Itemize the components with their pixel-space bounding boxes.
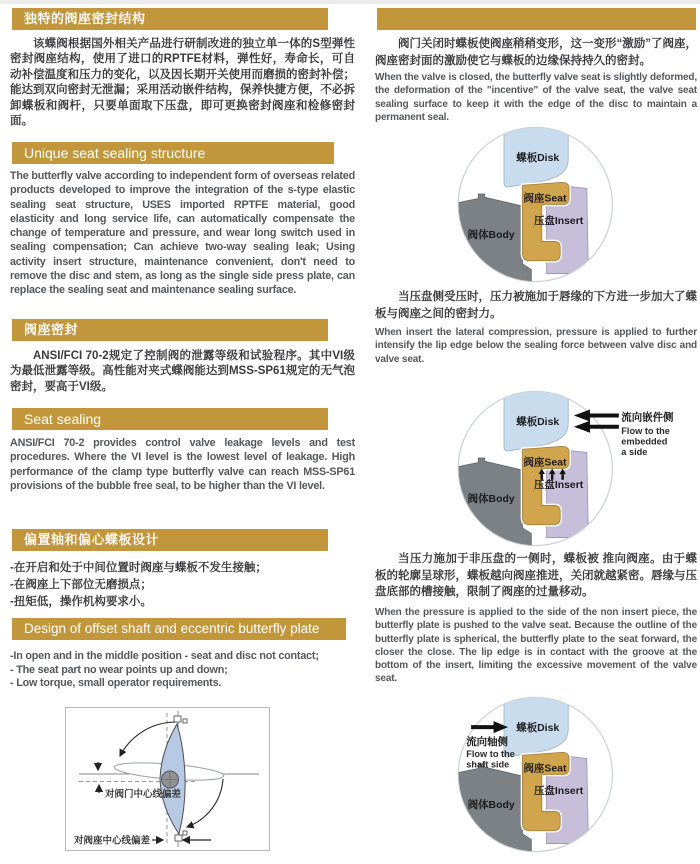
paragraph-shaft-side-zh: 当压力施加于非压盘的一侧时，蝶板被 推向阀座。由于蝶板的轮廓呈球形，蝶板越向阀座推进，关闭就越紧密。唇缘与压盘底部的槽接触，限制了阀座的过量移动。	[375, 553, 697, 599]
bullet-list-offset-en	[10, 650, 355, 691]
seat-centerline-offset-label: 对阀座中心线偏差	[74, 835, 151, 847]
section-header-unique-seat-en: Unique seat sealing structure	[12, 142, 334, 164]
flow-insert-label-zh: 流向嵌件侧	[621, 412, 674, 424]
top-pin	[174, 716, 181, 722]
paragraph-closed-seal-en: When the valve is closed, the butterfly valve seat is slightly deformed, the deformation of the "incentive" of the valve seat, the valve seat sealing surface to keep it with the edge of the disc to maintain a permanent seal.	[375, 72, 697, 123]
flow-insert-label-en1: Flow to the	[621, 425, 670, 436]
paragraph-closed-seal-zh: 阀门关闭时蝶板使阀座稍稍变形，这一变形“激励”了阀座，阀座密封面的激励使它与蝶板的边缘保持持久的密封。	[375, 38, 697, 67]
disk-label: 蝶板Disk	[516, 153, 560, 165]
paragraph-seat-sealing-en: ANSI/FCI 70-2 provides control valve leakage levels and test procedures. Where the VI level is the lowest level of leakage. High performance of the clamp type butterfly valve can reach MSS-SP61 provisions of the bubble free seal, to be higher than the VI level.	[10, 437, 355, 492]
bullet-item: -在开启和处于中间位置时阀座与蝶板不发生接触；	[10, 562, 267, 574]
eccentric-disc-diagram	[65, 707, 270, 851]
paragraph-seat-sealing-zh: ANSI/FCI 70-2规定了控制阀的泄露等级和试验程序。其中VI级为最低泄露等级。高性能对夹式蝶阀能达到MSS-SP61规定的无气泡密封，要高于VI级。	[10, 350, 355, 393]
bullet-item: -扭矩低，操作机构要求小。	[10, 596, 152, 608]
valve-section-diagram-shaft-flow	[455, 694, 696, 855]
bullet-list-offset-zh	[10, 560, 355, 611]
bottom-pin	[175, 835, 182, 841]
section-header-seat-sealing-zh: 阀座密封	[12, 319, 328, 341]
valve-section-diagram-insert-flow	[455, 388, 696, 549]
seat-label: 阀座Seat	[523, 193, 567, 205]
flow-insert-label-en2: embedded	[621, 436, 668, 447]
bullet-item: - The seat part no wear points up and down;	[10, 663, 228, 676]
section-header-offset-design-en: Design of offset shaft and eccentric butterfly plate	[12, 618, 346, 640]
section-header-offset-design-zh: 偏置轴和偏心蝶板设计	[12, 529, 328, 551]
insert-label: 压盘Insert	[533, 215, 584, 227]
flow-shaft-label-zh: 流向轴侧	[466, 736, 508, 748]
valve-centerline-offset-label: 对阀门中心线偏差	[105, 789, 182, 800]
bullet-item: -在阀座上下部位无磨损点；	[10, 579, 152, 591]
paragraph-unique-seat-en: The butterfly valve according to independent form of overseas related products developed to improve the integration of the s-type elastic sealing seat structure, USES imported RPTFE material, good elasticity and long service life, can automatically compensate the change of temperature and pressure, and wear long switch used in sealing compensation; Can achieve two-way sealing leak; Using activity insert structure, maintenance convenient, don't need to remove the disc and stem, as long as the single side press plate, can replace the sealing seat and maintenance sealing surface.	[10, 170, 355, 297]
paragraph-shaft-side-en: When the pressure is applied to the side of the non insert piece, the butterfly plate is pushed to the valve seat. Because the outline of the butterfly plate is spherical, the butterfly plate to the seat forward, the closer the close. The lip edge is in contact with the groove at the bottom of the insert, limiting the excessive movement of the valve seat.	[375, 607, 697, 685]
flow-shaft-label-en2: shaft side	[466, 759, 510, 770]
body-label: 阀体Body	[467, 230, 515, 242]
bullet-item: - Low torque, small operator requirements.	[10, 677, 222, 689]
section-header-blank	[377, 8, 696, 30]
top-pin-tab	[183, 719, 187, 723]
section-header-seat-sealing-en: Seat sealing	[12, 408, 328, 430]
flow-shaft-label-en1: Flow to the	[466, 748, 515, 759]
bullet-item: -In open and in the middle position - seat and disc not contact;	[10, 650, 319, 662]
valve-cross-section	[457, 124, 613, 285]
paragraph-insert-side-en: When insert the lateral compression, pressure is applied to further intensify the lip edge below the sealing force between valve disc and valve seat.	[375, 327, 697, 365]
bottom-pin-tab	[183, 831, 187, 835]
flow-insert-label-en3: a side	[621, 446, 648, 457]
paragraph-unique-seat-zh: 该蝶阀根据国外相关产品进行研制改进的独立单一体的S型弹性密封阀座结构，使用了进口的RPTFE材料，弹性好，寿命长，可自动补偿温度和压力的变化，以及因长期开关使用而磨损的密封补偿；能达到双向密封无泄漏；采用活动嵌件结构，保养快捷方便，不必拆卸蝶板和阀杆，只要单面取下压盘，即可更换密封阀座和检修密封面。	[10, 38, 355, 128]
paragraph-insert-side-zh: 当压盘侧受压时，压力被施加于唇缘的下方进一步加大了蝶板与阀座之间的密封力。	[375, 291, 697, 320]
section-header-unique-seat-zh: 独特的阀座密封结构	[12, 8, 328, 30]
page-top-rule	[0, 0, 700, 4]
valve-section-diagram-closed	[455, 124, 696, 285]
